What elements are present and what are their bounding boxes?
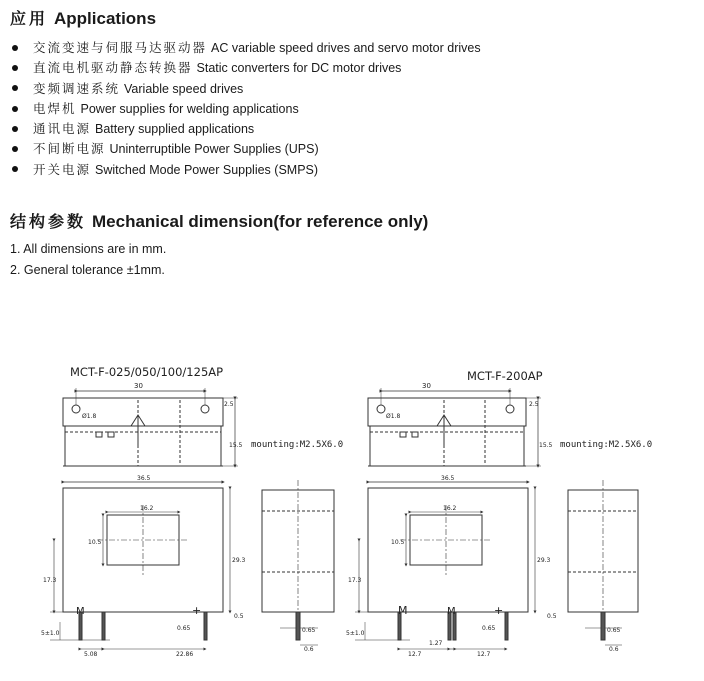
item-cn: 变频调速系统 [33, 81, 121, 96]
dim-pin-length: 5±1.0 [346, 630, 365, 637]
side-view [568, 480, 638, 645]
note-units: 1. All dimensions are in mm. [10, 242, 167, 256]
applications-heading-cn: 应用 [10, 11, 49, 28]
dim-pin-length: 5±1.0 [41, 630, 60, 637]
dim-top-right: 2.5 [529, 401, 539, 408]
bullet-icon [12, 65, 18, 71]
bullet-icon [12, 85, 18, 91]
item-cn: 交流变速与伺服马达驱动器 [33, 41, 208, 55]
item-cn: 电焊机 [33, 101, 77, 116]
dim-body-width: 36.5 [441, 475, 455, 482]
applications-heading-en: Applications [54, 9, 157, 28]
list-item [10, 81, 481, 101]
drawing-left [41, 365, 343, 658]
bullet-icon [12, 106, 18, 112]
dim-side-pin-width: 0.65 [302, 627, 316, 634]
bullet-icon [12, 166, 18, 172]
dim-height-left: 17.3 [348, 577, 362, 584]
dim-hole: Ø1.8 [82, 413, 97, 420]
item-en: Uninterruptible Power Supplies (UPS) [109, 142, 319, 157]
item-en: Switched Mode Power Supplies (SMPS) [95, 162, 319, 177]
dim-top-height: 15.5 [539, 442, 553, 449]
item-en: Variable speed drives [124, 81, 244, 96]
dim-pin-offset: 0.5 [234, 613, 244, 620]
note-tolerance: 2. General tolerance ±1mm. [10, 263, 165, 277]
list-item [10, 162, 481, 182]
pin-minus-label: M [76, 606, 85, 617]
item-en: Power supplies for welding applications [80, 101, 299, 116]
dim-side-pin-thickness: 0.6 [609, 646, 619, 653]
item-cn: 开关电源 [33, 162, 92, 177]
bullet-icon [12, 146, 18, 152]
drawing-right [346, 369, 652, 658]
dim-top-width: 30 [134, 382, 143, 390]
item-cn: 通讯电源 [33, 122, 92, 137]
applications-list [10, 40, 481, 182]
item-en: Battery supplied applications [95, 122, 255, 137]
pin-minus-label: M [398, 604, 408, 617]
model-label: MCT-F-200AP [467, 369, 543, 383]
dim-hole: Ø1.8 [386, 413, 401, 420]
dim-window-width: 16.2 [443, 505, 457, 512]
dim-pin-width: 0.65 [177, 625, 191, 632]
dim-pitch-left: 12.7 [408, 651, 422, 658]
dim-height-right: 29.3 [537, 557, 551, 564]
list-item [10, 141, 481, 161]
top-view [368, 388, 541, 466]
dim-window-height: 10.5 [391, 539, 405, 546]
mechanical-heading [10, 209, 428, 232]
item-cn: 不间断电源 [33, 142, 106, 157]
dim-pitch-right: 12.7 [477, 651, 491, 658]
dim-height-left: 17.3 [43, 577, 57, 584]
item-cn: 直流电机驱动静态转换器 [33, 61, 193, 76]
mechanical-heading-cn: 结构参数 [10, 214, 87, 231]
top-view [63, 388, 238, 466]
dim-height-right: 29.3 [232, 557, 246, 564]
item-en: Static converters for DC motor drives [196, 61, 402, 76]
mechanical-drawings [0, 360, 704, 681]
item-en: AC variable speed drives and servo motor drives [211, 41, 481, 55]
list-item [10, 60, 481, 80]
bullet-icon [12, 45, 18, 51]
dim-pitch-left: 5.08 [84, 651, 98, 658]
side-view [262, 480, 334, 645]
dim-window-width: 16.2 [140, 505, 154, 512]
dim-body-width: 36.5 [137, 475, 151, 482]
pin-plus-label: + [494, 604, 504, 617]
list-item [10, 101, 481, 121]
applications-heading [10, 6, 156, 29]
dim-window-height: 10.5 [88, 539, 102, 546]
dim-side-pin-width: 0.65 [607, 627, 621, 634]
dim-pitch-right: 22.86 [176, 651, 194, 658]
pin-plus-label: + [192, 604, 202, 617]
model-label: MCT-F-025/050/100/125AP [70, 365, 224, 379]
mounting-label: mounting:M2.5X6.0 [560, 440, 653, 450]
mounting-label: mounting:M2.5X6.0 [251, 440, 344, 450]
mechanical-heading-en: Mechanical dimension(for reference only) [92, 212, 429, 231]
list-item [10, 40, 481, 60]
dim-pin-offset: 0.5 [547, 613, 557, 620]
dim-top-width: 30 [422, 382, 431, 390]
dim-top-right: 2.5 [224, 401, 234, 408]
list-item [10, 121, 481, 141]
dim-top-height: 15.5 [229, 442, 243, 449]
dim-pitch-mid: 1.27 [429, 640, 443, 647]
pin-m-label: M [447, 606, 456, 617]
dim-pin-width: 0.65 [482, 625, 496, 632]
bullet-icon [12, 126, 18, 132]
dim-side-pin-thickness: 0.6 [304, 646, 314, 653]
